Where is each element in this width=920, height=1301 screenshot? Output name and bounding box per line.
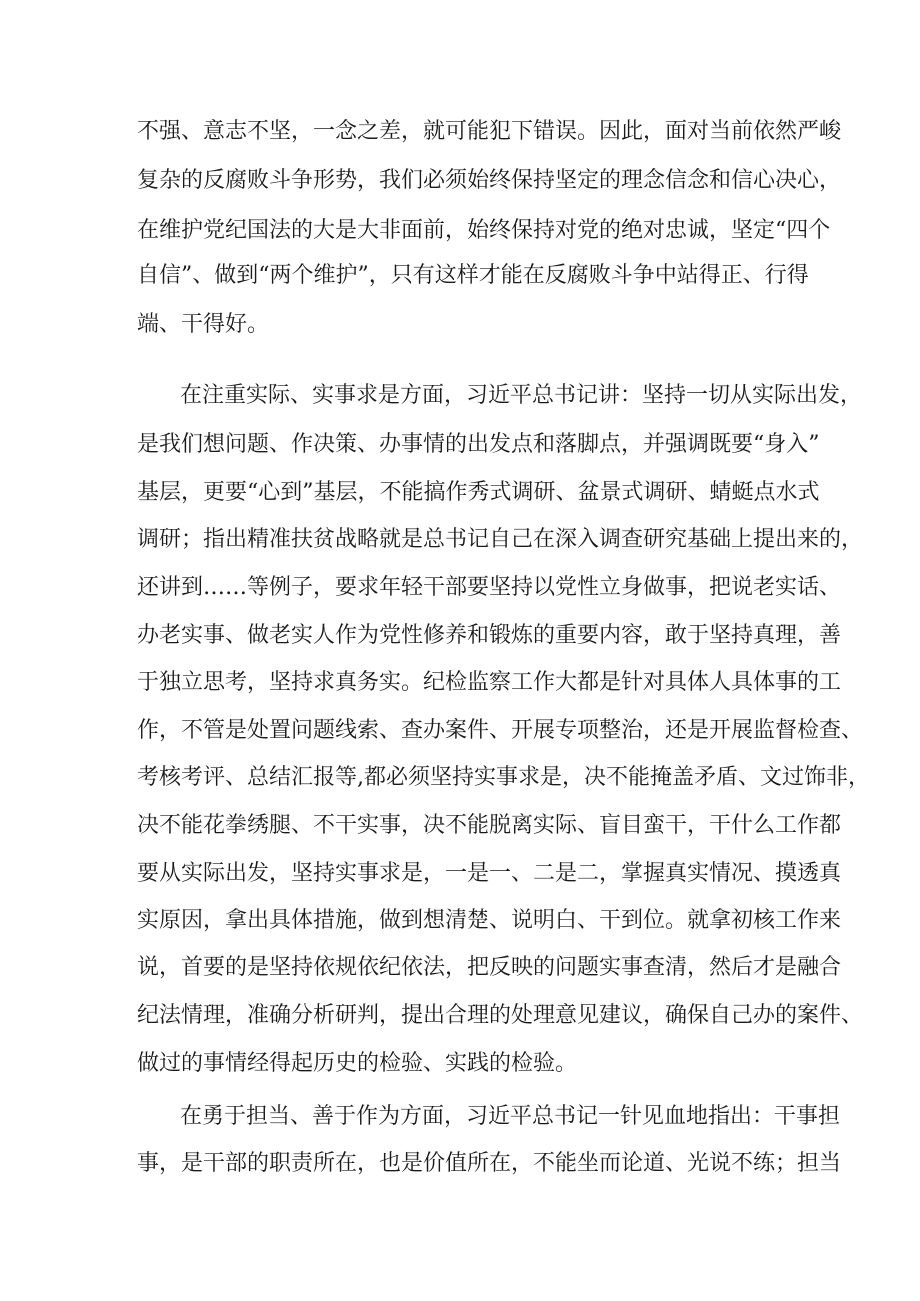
paragraph-line: 自信”、做到“两个维护”，只有这样才能在反腐败斗争中站得正、行得 — [137, 263, 809, 288]
paragraph-line: 端、干得好。 — [137, 312, 270, 337]
paragraph-line: 还讲到……等例子，要求年轻干部要坚持以党性立身做事，把说老实话、 — [137, 575, 842, 600]
paragraph-line: 作，不管是处置问题线索、查办案件、开展专项整治，还是开展监督检查、 — [137, 718, 864, 743]
paragraph-line: 事，是干部的职责所在，也是价值所在，不能坐而论道、光说不练；担当 — [137, 1151, 842, 1176]
paragraph-line: 实原因，拿出具体措施，做到想清楚、说明白、干到位。就拿初核工作来 — [137, 908, 842, 933]
paragraph-line: 在注重实际、实事求是方面，习近平总书记讲：坚持一切从实际出发， — [180, 383, 863, 408]
paragraph-line: 要从实际出发，坚持实事求是，一是一、二是二，掌握真实情况、摸透真 — [137, 861, 842, 886]
paragraph-line: 纪法情理，准确分析研判，提出合理的处理意见建议，确保自己办的案件、 — [137, 1003, 864, 1028]
paragraph-line: 不强、意志不坚，一念之差，就可能犯下错误。因此，面对当前依然严峻 — [137, 119, 842, 144]
paragraph-line: 说，首要的是坚持依规依纪依法，把反映的问题实事查清，然后才是融合 — [137, 955, 842, 980]
paragraph-line: 办老实事、做老实人作为党性修养和锻炼的重要内容，敢于坚持真理，善 — [137, 623, 842, 648]
paragraph-line: 在勇于担当、善于作为方面，习近平总书记一针见血地指出：干事担 — [180, 1104, 841, 1129]
paragraph-line: 在维护党纪国法的大是大非面前，始终保持对党的绝对忠诚，坚定“四个 — [137, 218, 831, 243]
paragraph-line: 于独立思考，坚持求真务实。纪检监察工作大都是针对具体人具体事的工 — [137, 670, 842, 695]
paragraph-line: 考核考评、总结汇报等,都必须坚持实事求是，决不能掩盖矛盾、文过饰非， — [137, 765, 870, 790]
paragraph-line: 决不能花拳绣腿、不干实事，决不能脱离实际、盲目蛮干，干什么工作都 — [137, 813, 842, 838]
paragraph-line: 是我们想问题、作决策、办事情的出发点和落脚点，并强调既要“身入” — [137, 432, 820, 457]
paragraph-line: 做过的事情经得起历史的检验、实践的检验。 — [137, 1051, 578, 1076]
paragraph-line: 调研；指出精准扶贫战略就是总书记自己在深入调查研究基础上提出来的， — [137, 527, 864, 552]
paragraph-line: 基层，更要“心到”基层，不能搞作秀式调研、盆景式调研、蜻蜓点水式 — [137, 480, 820, 505]
paragraph-line: 复杂的反腐败斗争形势，我们必须始终保持坚定的理念信念和信心决心， — [137, 168, 842, 193]
